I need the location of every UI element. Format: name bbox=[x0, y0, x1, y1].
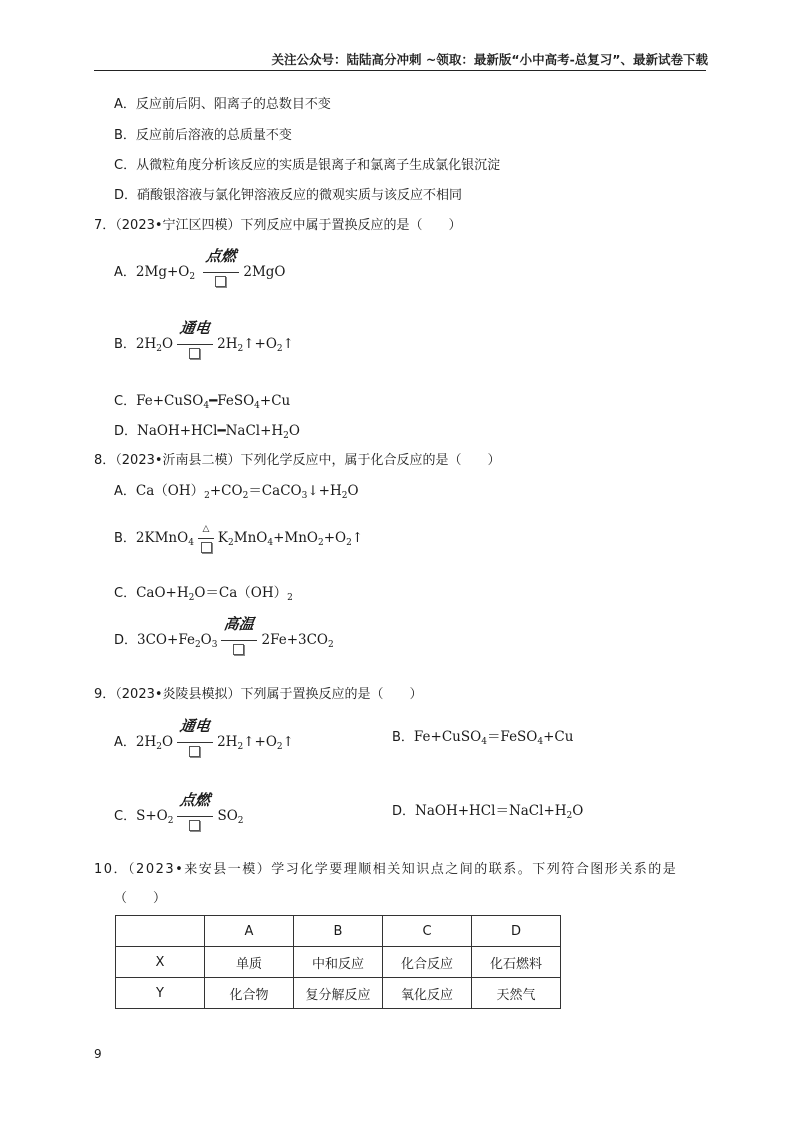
table-cell: A bbox=[205, 916, 294, 947]
reaction-condition-electrolysis bbox=[175, 717, 215, 746]
placeholder-box-icon bbox=[201, 542, 212, 553]
table-header-row bbox=[116, 916, 561, 947]
q9-option-b: B．Fe+CuSO$_4$＝FeSO$_4$+Cu bbox=[392, 729, 574, 747]
q6-option-b: B．反应前后溶液的总质量不变 bbox=[114, 128, 292, 143]
q8-stem: 8．（2023•沂南县二模）下列化学反应中，属于化合反应的是（ ） bbox=[94, 453, 501, 468]
table-cell: 化石燃料 bbox=[472, 947, 561, 978]
table-cell: D bbox=[472, 916, 561, 947]
q9-option-b-label: B． bbox=[392, 730, 414, 745]
condition-text: 点燃 bbox=[179, 791, 212, 809]
table-cell: X bbox=[116, 947, 205, 978]
table-cell: 复分解反应 bbox=[294, 978, 383, 1009]
q9-stem: 9．（2023•炎陵县模拟）下列属于置换反应的是（ ） bbox=[94, 687, 423, 702]
table-cell: 化合反应 bbox=[383, 947, 472, 978]
table-cell bbox=[116, 916, 205, 947]
q7-option-d-label: D． bbox=[114, 424, 138, 439]
reaction-condition-high-temp bbox=[219, 615, 259, 644]
reaction-condition-ignite bbox=[175, 791, 215, 820]
table-cell: C bbox=[383, 916, 472, 947]
condition-text: 通电 bbox=[178, 319, 212, 337]
q8-option-b-label: B． bbox=[114, 531, 136, 546]
page-number: 9 bbox=[94, 1047, 102, 1061]
condition-text: 通电 bbox=[178, 717, 212, 735]
reaction-condition-heat bbox=[196, 524, 216, 542]
placeholder-box-icon bbox=[233, 644, 244, 655]
q8-option-a: A．$Ca(OH)_2+CO_2=CaCO_3↓+H_2O$ bbox=[114, 483, 359, 501]
table-cell: 天然气 bbox=[472, 978, 561, 1009]
q8-option-d: D．$3CO+Fe_2O_3$ 高温 $2Fe+3CO_2$ bbox=[114, 626, 334, 650]
q10-stem: 10．（2023•来安县一模）学习化学要理顺相关知识点之间的联系。下列符合图形关系的是 bbox=[94, 862, 678, 877]
q8-option-a-label: A． bbox=[114, 484, 136, 499]
q9-option-d: D．$NaOH+HCl=NaCl+H_2O$ bbox=[392, 803, 584, 821]
q9-option-c-label: C． bbox=[114, 809, 137, 824]
q10-table bbox=[115, 915, 561, 1009]
placeholder-box-icon bbox=[189, 820, 200, 831]
table-cell: Y bbox=[116, 978, 205, 1009]
condition-text: △ bbox=[202, 524, 210, 534]
condition-text: 高温 bbox=[223, 615, 256, 633]
placeholder-box-icon bbox=[215, 276, 226, 287]
q7-option-c: C．Fe+CuSO$_4$━FeSO$_4$+Cu bbox=[114, 393, 291, 411]
q7-option-c-label: C． bbox=[114, 394, 137, 409]
q7-option-b: B．$2H_2O$ 通电 $2H_2↑+O_2↑$ bbox=[114, 330, 294, 354]
table-row bbox=[116, 978, 561, 1009]
q9-option-a: A．$2H_2O$ 通电 $2H_2↑+O_2↑$ bbox=[114, 728, 294, 752]
q9-option-d-label: D． bbox=[392, 804, 416, 819]
q8-option-c-label: C． bbox=[114, 586, 137, 601]
q10-answer-paren: （ ） bbox=[114, 891, 167, 906]
reaction-condition-electrolysis bbox=[175, 319, 215, 348]
reaction-condition-ignite bbox=[201, 247, 241, 276]
placeholder-box-icon bbox=[189, 348, 200, 359]
table-cell: B bbox=[294, 916, 383, 947]
table-cell: 单质 bbox=[205, 947, 294, 978]
table-cell: 化合物 bbox=[205, 978, 294, 1009]
page-header: 关注公众号：陆陆高分冲刺 ~领取：最新版“小中高考-总复习”、最新试卷下载 bbox=[271, 52, 708, 67]
table-row bbox=[116, 947, 561, 978]
q7-option-d: D．$NaOH+HCl━NaCl+H_2O$ bbox=[114, 423, 300, 441]
q9-option-a-label: A． bbox=[114, 735, 136, 750]
table-cell: 氧化反应 bbox=[383, 978, 472, 1009]
q7-option-a-label: A． bbox=[114, 265, 136, 280]
placeholder-box-icon bbox=[189, 746, 200, 757]
q8-option-c: C．$CaO+H_2O=Ca(OH)_2$ bbox=[114, 585, 293, 603]
q6-option-a: A．反应前后阴、阳离子的总数目不变 bbox=[114, 97, 331, 112]
q8-option-b: B．2KMnO$_4$ △ $K_2MnO_4+MnO_2+O_2↑$ bbox=[114, 524, 363, 548]
q7-option-b-label: B． bbox=[114, 337, 136, 352]
q6-option-c: C．从微粒角度分析该反应的实质是银离子和氯离子生成氯化银沉淀 bbox=[114, 158, 501, 173]
q6-option-d: D．硝酸银溶液与氯化钾溶液反应的微观实质与该反应不相同 bbox=[114, 188, 463, 203]
condition-text: 点燃 bbox=[205, 247, 238, 265]
q7-option-a: A．$2Mg+O_2$ 点燃 2MgO bbox=[114, 258, 286, 282]
q8-option-d-label: D． bbox=[114, 633, 138, 648]
header-divider bbox=[94, 70, 706, 71]
table-cell: 中和反应 bbox=[294, 947, 383, 978]
q7-stem: 7．（2023•宁江区四模）下列反应中属于置换反应的是（ ） bbox=[94, 218, 462, 233]
q9-option-c: C．$S+O_2$ 点燃 $SO_2$ bbox=[114, 802, 244, 826]
